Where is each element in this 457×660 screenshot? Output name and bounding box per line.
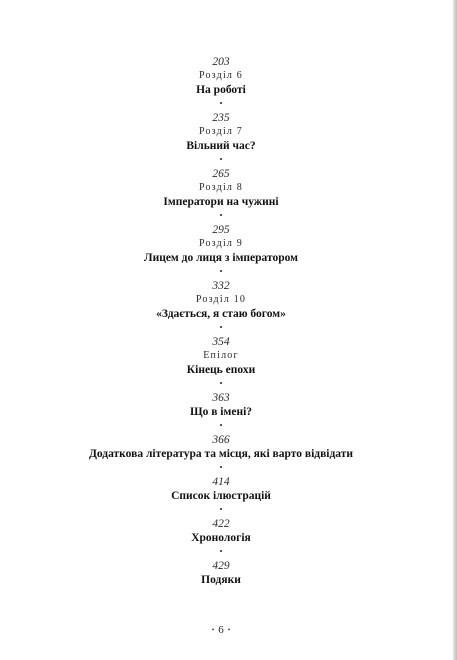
- chapter-title: Кінець епохи: [186, 364, 256, 376]
- toc-entry-further-reading[interactable]: [0, 433, 442, 461]
- folio-dot-right: •: [227, 626, 231, 635]
- chapter-label: Розділ 10: [195, 294, 247, 305]
- chapter-title: Імператори на чужині: [163, 196, 279, 208]
- chapter-title: На роботі: [196, 84, 246, 96]
- chapter-label: Розділ 6: [198, 70, 244, 81]
- chapter-label: Розділ 9: [198, 238, 244, 249]
- toc-separator: [0, 461, 442, 475]
- toc-separator: [0, 97, 442, 111]
- toc-entry-chapter-10[interactable]: [0, 279, 442, 321]
- bullet-separator: •: [219, 211, 223, 220]
- toc-separator: [0, 503, 442, 517]
- page-number: 332: [212, 280, 230, 292]
- chapter-label: Розділ 7: [198, 126, 244, 137]
- chapter-title: «Здається, я стаю богом»: [156, 308, 286, 320]
- page-number: 235: [212, 112, 230, 124]
- page-number: 265: [212, 168, 230, 180]
- page-number: 366: [212, 434, 230, 446]
- section-title: Що в імені?: [189, 406, 253, 418]
- bullet-separator: •: [219, 421, 223, 430]
- bullet-separator: •: [219, 267, 223, 276]
- page-number: 414: [212, 476, 230, 488]
- bullet-separator: •: [219, 547, 223, 556]
- toc-entry-name[interactable]: [0, 391, 442, 419]
- toc-entry-chapter-7[interactable]: [0, 111, 442, 153]
- toc-separator: [0, 419, 442, 433]
- page-number: 363: [212, 392, 230, 404]
- chapter-title: Лицем до лиця з імператором: [144, 252, 298, 264]
- toc-entry-epilogue[interactable]: [0, 335, 442, 377]
- toc-entry-chapter-9[interactable]: [0, 223, 442, 265]
- bullet-separator: •: [219, 379, 223, 388]
- bullet-separator: •: [219, 99, 223, 108]
- chapter-label: Розділ 8: [198, 182, 244, 193]
- page-number: 295: [212, 224, 230, 236]
- section-title: Додаткова література та місця, які варто відвідати: [88, 448, 354, 460]
- bullet-separator: •: [219, 463, 223, 472]
- page-edge-shadow: [453, 0, 457, 660]
- page-number: 203: [212, 56, 230, 68]
- page-number: 429: [212, 560, 230, 572]
- toc-separator: [0, 265, 442, 279]
- bullet-separator: •: [219, 323, 223, 332]
- page-folio: [0, 623, 442, 637]
- toc-separator: [0, 321, 442, 335]
- toc-entry-chronology[interactable]: [0, 517, 442, 545]
- toc-separator: [0, 377, 442, 391]
- toc-entry-chapter-6[interactable]: [0, 55, 442, 97]
- toc-entry-acknowledgements[interactable]: [0, 559, 442, 587]
- toc-entry-illustrations[interactable]: [0, 475, 442, 503]
- toc-separator: [0, 153, 442, 167]
- chapter-label: Епілог: [203, 350, 239, 361]
- section-title: Список ілюстрацій: [171, 490, 271, 502]
- toc-separator: [0, 545, 442, 559]
- section-title: Хронологія: [191, 532, 251, 544]
- page-number: 354: [212, 336, 230, 348]
- bullet-separator: •: [219, 155, 223, 164]
- toc-separator: [0, 209, 442, 223]
- bullet-separator: •: [219, 505, 223, 514]
- toc-entry-chapter-8[interactable]: [0, 167, 442, 209]
- chapter-title: Вільний час?: [186, 140, 256, 152]
- page-number: 422: [212, 518, 230, 530]
- section-title: Подяки: [201, 574, 241, 586]
- folio-dot-left: •: [211, 626, 215, 635]
- folio-number: 6: [218, 624, 224, 636]
